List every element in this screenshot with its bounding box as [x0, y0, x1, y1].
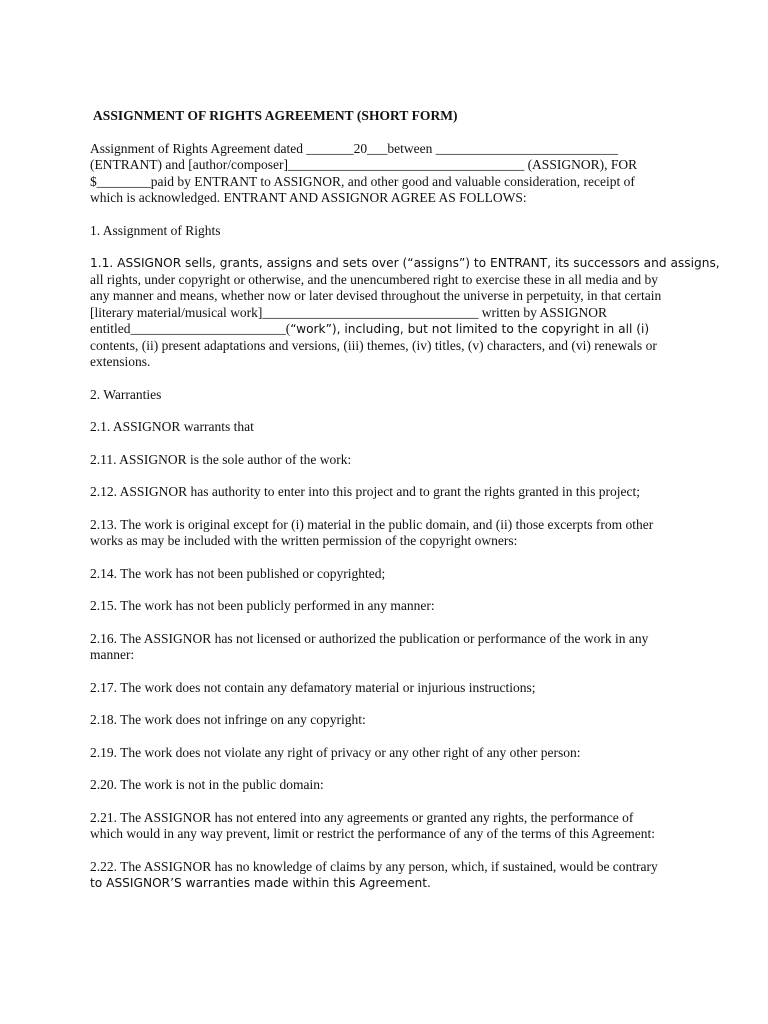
warranty-clause	[90, 566, 690, 583]
clause-line	[90, 255, 720, 272]
intro-line: $________paid by ENTRANT to ASSIGNOR, and other good and valuable consideration, receipt of	[90, 173, 635, 189]
warranty-clause	[90, 517, 690, 550]
clause-number: 1.1.	[90, 256, 118, 270]
intro-line: Assignment of Rights Agreement dated _______20___between ___________________________	[90, 140, 618, 156]
clause-line: 2.13. The work is original except for (i) material in the public domain, and (ii) those excerpts from other	[90, 516, 654, 532]
clause-text: ASSIGNOR sells, grants, assigns and sets over (“assigns”) to ENTRANT, its successors and assigns,	[117, 256, 720, 270]
intro-line: which is acknowledged. ENTRANT AND ASSIGNOR AGREE AS FOLLOWS:	[90, 190, 527, 205]
warranty-clause	[90, 419, 690, 436]
warranty-clause	[90, 745, 690, 762]
clause-line	[90, 321, 690, 338]
warranty-clause	[90, 631, 690, 664]
clause-line: 2.11. ASSIGNOR is the sole author of the work:	[90, 451, 352, 467]
section-2-heading: 2. Warranties	[90, 386, 162, 402]
clause-line: 2.15. The work has not been publicly performed in any manner:	[90, 598, 435, 613]
clause-line: which would in any way prevent, limit or restrict the performance of any of the terms of this Agreement:	[90, 826, 655, 841]
clause-line: any manner and means, whether now or later devised throughout the universe in perpetuity, in that certain	[90, 288, 662, 303]
clause-line: 2.1. ASSIGNOR warrants that	[90, 419, 254, 434]
warranty-clause	[90, 598, 690, 615]
clause-line: 2.21. The ASSIGNOR has not entered into any agreements or granted any rights, the performance of	[90, 809, 634, 825]
clause-line: to ASSIGNOR’S warranties made within this Agreement.	[90, 876, 431, 890]
clause-line: all rights, under copyright or otherwise, and the unencumbered right to exercise these in all media and by	[90, 271, 658, 287]
clause-line: 2.18. The work does not infringe on any copyright:	[90, 712, 366, 727]
clause-line: contents, (ii) present adaptations and versions, (iii) themes, (iv) titles, (v) characters, and (vi) renewals or	[90, 337, 657, 353]
clause-line: 2.12. ASSIGNOR has authority to enter into this project and to grant the rights granted in this project;	[90, 484, 641, 499]
section-1-heading: 1. Assignment of Rights	[90, 222, 221, 238]
warranty-clause	[90, 810, 690, 843]
clause-line: manner:	[90, 647, 135, 662]
clause-1-1	[90, 255, 720, 371]
clause-text: “work”), including, but not limited to the copyright in all (i)	[290, 322, 650, 336]
clause-line: [literary material/musical work]________________________________ written by ASSIGNOR	[90, 304, 608, 320]
clause-line: 2.14. The work has not been published or copyrighted;	[90, 565, 386, 581]
warranty-clause	[90, 712, 690, 729]
clause-2-22	[90, 859, 690, 892]
document-title: ASSIGNMENT OF RIGHTS AGREEMENT (SHORT FORM)	[93, 108, 458, 123]
warranty-clause	[90, 777, 690, 794]
warranty-clause-list	[90, 419, 690, 843]
warranty-clause	[90, 452, 690, 469]
clause-line: 2.16. The ASSIGNOR has not licensed or authorized the publication or performance of the work in any	[90, 630, 649, 646]
warranty-clause	[90, 680, 690, 697]
clause-line: 2.22. The ASSIGNOR has no knowledge of claims by any person, which, if sustained, would be contrary	[90, 858, 658, 874]
clause-text: entitled_______________________(	[90, 321, 291, 336]
intro-paragraph	[90, 141, 690, 207]
intro-line: (ENTRANT) and [author/composer]___________________________________ (ASSIGNOR), FOR	[90, 157, 638, 172]
warranty-clause	[90, 484, 690, 501]
clause-line: 2.19. The work does not violate any right of privacy or any other right of any other person:	[90, 744, 581, 760]
clause-line: 2.20. The work is not in the public domain:	[90, 777, 324, 792]
clause-line: works as may be included with the written permission of the copyright owners:	[90, 533, 518, 548]
clause-line: 2.17. The work does not contain any defamatory material or injurious instructions;	[90, 679, 536, 695]
clause-line: extensions.	[90, 354, 151, 369]
document-page	[90, 108, 720, 908]
